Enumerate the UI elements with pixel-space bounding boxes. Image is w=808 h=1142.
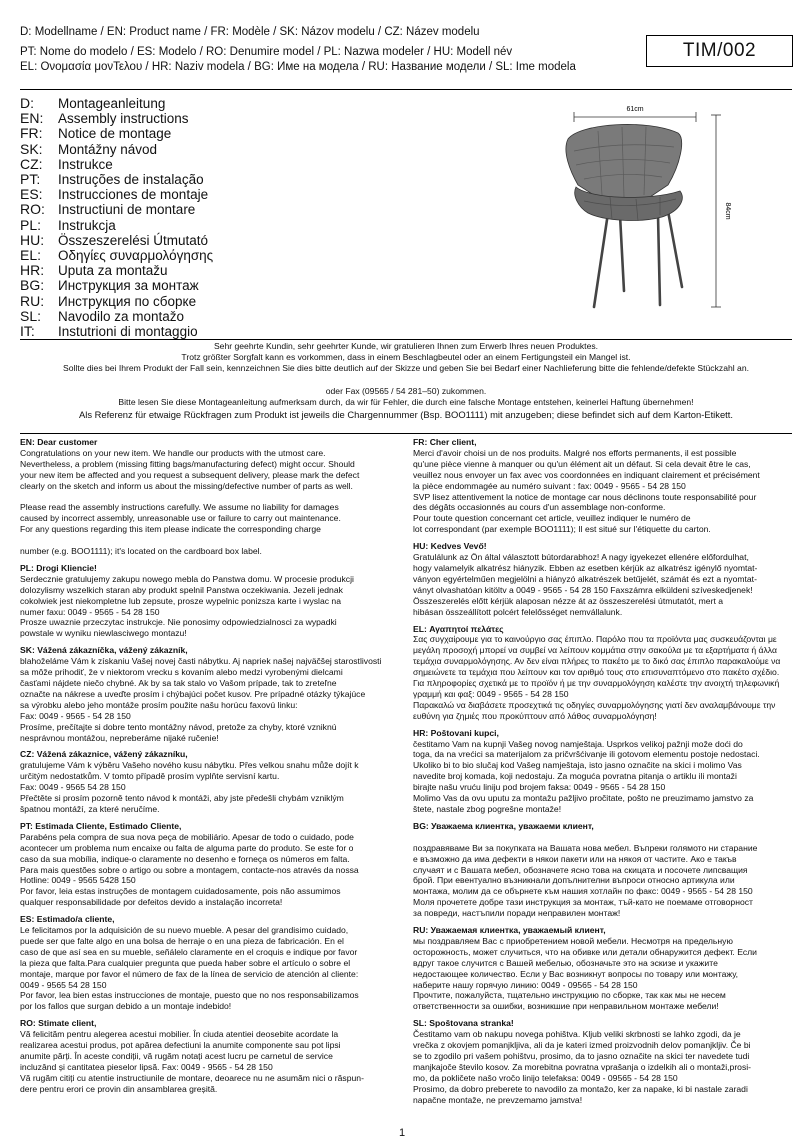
language-row — [20, 202, 320, 217]
section-text-line: Σας συγχαίρουμε για το καινούργιο σας έπιπλο. Παρόλο που τα προϊόντα μας συσκευάζονται με — [413, 634, 777, 645]
section-text-line: осторожность, может случиться, что на обивке или детали обнаружится дефект. Если — [413, 946, 757, 957]
intro-line: Als Referenz für etwaige Rückfragen zum Produkt ist jeweils die Chargennummer (Bsp. BOO1111) mit anzugeben; diese befindet sich auf dem Karton-Etikett. — [79, 409, 733, 421]
section-heading: PT: Estimada Cliente, Estimado Cliente, — [20, 820, 182, 831]
language-code: D: — [20, 95, 34, 112]
section-heading: PL: Drogi Kliencie! — [20, 562, 97, 573]
page-number: 1 — [399, 1127, 406, 1139]
language-code: ES: — [20, 186, 43, 203]
language-row — [20, 218, 320, 233]
language-title: Montážny návod — [58, 141, 158, 157]
section-text-line: Congratulations on your new item. We handle our products with the utmost care. — [20, 447, 326, 458]
section-text-line: σημειώνετε τα τεμάχια που λείπουν και τον αριθμό τους στο επισυναπτόμενο στο πακέτο σχέδιο. — [413, 667, 780, 678]
section-text-line: γραμμή και φαξ: 0049 - 9565 - 54 28 150 — [413, 688, 569, 699]
language-code: SL: — [20, 307, 42, 324]
language-list — [20, 96, 320, 339]
section-text-line: vrečka z okovjem pomanjkljiva, ali da je kateri izmed proizvodnih delov pomanjkljiv. Če bi — [413, 1040, 751, 1051]
intro-line — [20, 375, 792, 386]
language-code: CZ: — [20, 155, 43, 172]
section-text-line — [413, 832, 793, 843]
section-text-line: caused by incorrect assembly, unreasonable use or failure to carry out maintenance. — [20, 513, 341, 524]
section-text-line: брой. При евентуално възникнали допълнителни въпроси относно артикула или — [413, 875, 735, 886]
language-row — [20, 248, 320, 263]
section-heading: CZ: Vážená zákaznice, vážený zákazníku, — [20, 749, 188, 760]
section-text-line: за повреди, настъпили поради неправилен монтаж! — [413, 908, 621, 919]
section-text-line: ványt olvashatóan kitöltv a 0049 - 9565 - 54 28 150 Faxszámra elküldeni szíveskedjenek! — [413, 584, 753, 595]
language-row — [20, 111, 320, 126]
language-code: HR: — [20, 262, 45, 279]
section-text-line: Přečtěte si prosím pozorně tento návod k montáži, aby jste předešli chybám vzniklým — [20, 793, 344, 804]
language-title: Инструкция за монтаж — [58, 278, 199, 294]
language-title: Instrukce — [58, 156, 113, 172]
section-text-line: la pièce endommagée au numéro suivant : fax: 0049 - 9565 - 54 28 150 — [413, 480, 686, 491]
language-section — [20, 437, 396, 557]
language-section — [413, 437, 793, 535]
section-text-line: Merci d'avoir choisi un de nos produits. Malgré nos efforts permanents, il est possible — [413, 447, 737, 458]
section-text-line: sa môže prihodiť, že v niektorom vrecku s kovaním alebo medzi vyrobenými dielcami — [20, 667, 343, 678]
section-text-line: označte na nákrese a uveďte prosím i chýbajúci počet kusov. Pre prípadné otázky týkajúce — [20, 688, 366, 699]
section-heading: BG: Уважаема клиентка, уважаеми клиент, — [413, 820, 594, 831]
section-text-line: number (e.g. BOO1111); it's located on the cardboard box label. — [20, 546, 262, 557]
section-text-line: Pour toute question concernant cet article, veuillez indiquer le numéro de — [413, 513, 691, 524]
model-number-box — [646, 35, 793, 67]
language-code: PL: — [20, 216, 42, 233]
section-text-line: gratulujeme Vám k výběru Vašeho nového kusu nábytku. Přes velkou snahu může dojít k — [20, 760, 359, 771]
section-text-line: caso de que así sea en su mueble, señálelo claramente en el croquis e indique por favor — [20, 946, 358, 957]
language-title: Instrukcja — [58, 217, 116, 233]
section-text-line: lot correspondant (par exemple BOO1111); Il est situé sur l'étiquette du carton. — [413, 524, 711, 535]
section-text-line: Fax: 0049 - 9565 - 54 28 150 — [20, 710, 131, 721]
intro-divider — [20, 339, 792, 340]
section-text-line: puede ser que falte algo en una bolsa de herraje o en una pieza de fabricación. En el — [20, 935, 344, 946]
language-code: HU: — [20, 231, 45, 248]
section-text-line: Por favor, lea bien estas instrucciones de montaje, puesto que no nos responsabilizamos — [20, 990, 359, 1001]
section-text-line: 0049 - 9565 54 28 150 — [20, 979, 107, 990]
intro-block — [20, 341, 792, 420]
intro-line: Sehr geehrte Kundin, sehr geehrter Kunde, wir gratulieren Ihnen zum Erwerb Ihres neuen Produktes. — [213, 341, 599, 351]
section-heading: SL: Spoštovana stranka! — [413, 1018, 514, 1029]
section-text-line: sa výrobku alebo jeho montáže prosím použite našu horúcu faxovú linku: — [20, 699, 298, 710]
section-text-line: Por favor, leia estas instruções de montagem cuidadosamente, pois não assumimos — [20, 886, 341, 897]
section-text-line: anumite părți. În aceste condiții, vă rugăm notați acest lucru pe carnetul de service — [20, 1051, 333, 1061]
language-section — [20, 563, 396, 639]
section-text-line: qualquer responsabilidade por defeitos devido a instalação incorreta! — [20, 897, 283, 908]
section-text-line: por los fallos que surgan debido a un montaje indebido! — [20, 1001, 232, 1012]
header-divider — [20, 89, 792, 90]
language-code: EL: — [20, 246, 42, 263]
section-text-line: powstale w wyniku niewlasciwego montazu! — [20, 628, 187, 639]
section-text-line: случаят и с Вашата мебел, обозначете ясно това на скицата и посочете липсващия — [413, 864, 748, 875]
section-text-line: špatnou montáží, za které neručíme. — [20, 803, 160, 814]
section-text-line: монтажа, молим да се обърнете към нашия хотлайн по факс: 0049 - 9565 - 54 28 150 — [413, 886, 753, 897]
left-column — [20, 437, 396, 1101]
section-text-line: se to zgodilo pri vašem pohištvu, prosimo, da to jasno označite na skici ter navedete tudi — [413, 1051, 750, 1062]
language-code: IT: — [20, 322, 35, 339]
language-section — [413, 925, 793, 1012]
section-text-line: clearly on the sketch and inform us about the missing/defective number of parts as well. — [20, 480, 353, 491]
section-text-line — [20, 535, 396, 546]
language-code: EN: — [20, 110, 44, 127]
section-text-line: Parabéns pela compra de sua nova peça de mobiliário. Apesar de todo o cuidado, pode — [20, 831, 354, 842]
language-row — [20, 309, 320, 324]
language-row — [20, 293, 320, 308]
section-text-line: veuillez nous envoyer un fax avec vos coordonnées en indiquant clairement et précisément — [413, 469, 760, 480]
language-section — [20, 914, 396, 1012]
section-heading: HR: Poštovani kupci, — [413, 727, 499, 738]
language-title: Montageanleitung — [58, 96, 166, 112]
language-section — [20, 1018, 396, 1094]
section-text-line: časťami nájdete niečo chybné. Ak by sa tak stalo vo Vašom prípade, tak to zreteľne — [20, 678, 337, 688]
language-section — [20, 645, 396, 743]
language-code: BG: — [20, 277, 45, 294]
section-text-line: hibásan összeállított polcért felelősséget nemvállalunk. — [413, 606, 623, 617]
header-line-1: D: Modellname / EN: Product name / FR: Modèle / SK: Názov modelu / CZ: Název modelu — [20, 26, 480, 38]
section-text-line: Prosíme, prečítajte si dobre tento montážny návod, pretože za chyby, ktoré vzniknú — [20, 721, 337, 732]
section-text-line: your new item be affected and you request a subsequent delivery, please mark the defect — [20, 469, 360, 480]
intro-line: Trotz größter Sorgfalt kann es vorkommen, dass in einem Beschlagbeutel oder an einem Fertigungsteil ein Mangel ist. — [181, 352, 631, 363]
section-text-line: Prosimo, da dobro preberete to navodilo za montažo, ker za napake, ki bi nastale zaradi — [413, 1083, 748, 1094]
section-text-line: realizarea acestui produs, pot apărea defectiuni la anumite componente sau pot lipsi — [20, 1040, 341, 1051]
intro-line: oder Fax (09565 / 54 281–50) zukommen. — [325, 385, 487, 396]
language-code: RO: — [20, 201, 45, 218]
language-title: Navodilo za montažo — [58, 308, 185, 324]
section-text-line: ευθύνη για ζημιές που προκύπτουν από λάθος συναρμολόγηση! — [413, 710, 657, 721]
body-divider — [20, 433, 792, 434]
intro-line: Sollte dies bei Ihrem Produkt der Fall sein, kennzeichnen Sie dies bitte deutlich auf der Skizze und geben Sie bei Bedarf einer Nachlieferung bitte die fehlende/defekte Stückzahl an. — [62, 363, 749, 374]
section-heading: ES: Estimado/a cliente, — [20, 914, 115, 925]
section-text-line: acontecer um problema num encaixe ou falta de alguma parte do produto. Se este for o — [20, 842, 354, 853]
section-text-line: navedite broj komada, koji nedostaju. Za moguća povratna pitanja o artiklu ili montaži — [413, 771, 737, 782]
right-column — [413, 437, 793, 1112]
section-heading: HU: Kedves Vevő! — [413, 541, 487, 552]
section-text-line: toga, da na vrećici sa materijalom za pričvršćivanje ili gotovom elementu postoje nedostaci. — [413, 749, 760, 760]
section-text-line: la pieza que falta.Para cualquier pregunta que pueda haber sobre el artículo o sobre el — [20, 957, 351, 968]
section-text-line: Para mais questões sobre o artigo ou sobre a montagem, contacte-nos através da nossa — [20, 864, 359, 875]
section-text-line: Összeszerelés előtt kérjük alaposan nézze át az összeszerelési útmutatót, mert a — [413, 595, 723, 606]
section-text-line: ványon egyértelműen megjelölni a hiányzó alkatrészek betűjelét, számát és ezt a nyomtat- — [413, 573, 757, 584]
section-text-line: наберите нашу горячую линию: 0049 - 09565 - 54 28 150 — [413, 979, 638, 990]
language-row — [20, 233, 320, 248]
section-text-line: mo, da pokličete našo vročo linijo telefaksa: 0049 - 09565 - 54 28 150 — [413, 1072, 678, 1083]
section-text-line — [20, 492, 396, 503]
section-text-line: birajte našu vruću liniju pod brojem faksa: 0049 - 9565 - 54 28 150 — [413, 782, 666, 793]
section-text-line: qu'une pièce vienne à manquer ou qu'un élément ait un défaut. Si cela devait être le cas, — [413, 458, 751, 469]
language-section — [413, 821, 793, 919]
section-text-line: dolozylismy wszelkich staran aby produkt spelnil Panstwa oczekiwania. Jezeli jednak — [20, 584, 343, 595]
language-row — [20, 187, 320, 202]
intro-line: Bitte lesen Sie diese Montageanleitung aufmerksam durch, da wir für Fehler, die durch eine falsche Montage entstehen, keinerlei Haftung übernehmen! — [118, 396, 694, 407]
section-text-line: поздравяваме Ви за покупката на Вашата нова мебел. Въпреки голямото ни старание — [413, 842, 758, 853]
section-text-line: napačne montaže, ne prevzemamo jamstva! — [413, 1094, 583, 1105]
section-text-line: určitým nedostatkům. V tomto případě prosím vyplňte servisní kartu. — [20, 771, 280, 782]
section-text-line: Παρακαλώ να διαβάσετε προσεχτικά τις οδηγίες συναρμολόγησης γιατί δεν αναλαμβάνουμε την — [413, 699, 776, 710]
section-text-line: SVP lisez attentivement la notice de montage car nous déclinons toute responsabilité pour — [413, 491, 757, 502]
section-text-line: Please read the assembly instructions carefully. We assume no liability for damages — [20, 502, 339, 513]
section-text-line: Vă felicităm pentru alegerea acestui mobilier. În ciuda atentiei deosebite acordate la — [20, 1029, 339, 1040]
language-row — [20, 172, 320, 187]
section-text-line: Για πληροφορίες σχετικά με το προϊόν ή με την συναρμολόγηση καλέστε την ανοιχτή τηλεφωνική — [413, 678, 780, 689]
section-text-line: ответственности за ошибки, возникшие при неправильном монтаже мебели! — [413, 1001, 719, 1012]
section-text-line: dere pentru erori ce provin din ansamblarea greșită. — [20, 1083, 218, 1094]
language-code: FR: — [20, 125, 43, 142]
language-section — [20, 749, 396, 814]
language-title: Uputa za montažu — [58, 263, 168, 279]
section-text-line: Моля прочетете добре тази инструкция за монтаж, тъй-като не поемаме отговорност — [413, 897, 753, 908]
section-text-line: вдруг такое случится с Вашей мебелью, обозначьте это на эскизе и укажите — [413, 957, 718, 968]
section-text-line: nesprávnou montážou, nepreberáme nijaké ručenie! — [20, 732, 219, 743]
section-text-line: caso da sua mobília, indique-o claramente no desenho e forneça os números em falta. — [20, 853, 350, 864]
language-title: Instructiuni de montare — [58, 202, 196, 218]
language-title: Assembly instructions — [58, 111, 189, 127]
language-code: PT: — [20, 171, 41, 188]
language-row — [20, 263, 320, 278]
language-section — [413, 624, 793, 722]
section-text-line: Čestitamo vam ob nakupu novega pohištva. Kljub veliki skrbnosti se lahko zgodi, da je — [413, 1029, 741, 1040]
section-text-line: Le felicitamos por la adquisición de su nuevo mueble. A pesar del grandisimo cuidado, — [20, 925, 349, 936]
section-text-line: μεγάλη προσοχή μπορεί να συμβεί να λείπουν κομμάτια στην σακούλα με τα εξαρτήματα ή άλλα — [413, 645, 777, 656]
section-text-line: недостающее количество. Если у Вас возникнут вопросы по товару или монтажу, — [413, 968, 739, 979]
section-text-line: Прочтите, пожалуйста, тщательно инструкцию по сборке, так как мы не несем — [413, 990, 726, 1001]
section-text-line: Gratulálunk az Ön által választott bútordarabhoz! A nagy igyekezet ellenére előfordulhat, — [413, 552, 749, 563]
section-heading: EN: Dear customer — [20, 437, 98, 447]
section-heading: RO: Stimate client, — [20, 1018, 97, 1029]
language-code: RU: — [20, 292, 45, 309]
section-text-line: des dégâts occasionnés au cours d'un assemblage non-conforme. — [413, 502, 666, 513]
section-heading: SK: Vážená zákazníčka, vážený zákazník, — [20, 645, 188, 656]
section-text-line: For any questions regarding this item please indicate the corresponding charge — [20, 524, 321, 535]
section-heading: EL: Αγαπητοί πελάτες — [413, 623, 504, 634]
section-heading: FR: Cher client, — [413, 437, 477, 447]
section-text-line: manjkajoče število kosov. Za morebitna povratna vprašanja o izdelkih ali o montaži,prosi- — [413, 1061, 752, 1072]
section-text-line: numer faxu: 0049 - 9565 - 54 28 150 — [20, 606, 160, 617]
section-text-line: čestitamo Vam na kupnji Vašeg novog namještaja. Usprkos velikoj pažnji može doći do — [413, 738, 743, 749]
section-text-line: Molimo Vas da ovu uputu za montažu pažljivo pročitate, pošto ne preuzimamo jamstvo za — [413, 793, 754, 804]
width-label: 61cm — [626, 106, 644, 113]
section-text-line: Nevertheless, a problem (missing fitting bags/manufacturing defect) might occur. Should — [20, 458, 355, 469]
section-text-line: е възможно да има дефекти в някои пакети или на някоя от частите. Ако е такъв — [413, 853, 737, 864]
section-text-line: montaje, marque por favor el número de fax de la línea de servicio de atención al cliente: — [20, 968, 359, 979]
language-title: Instutrioni di montaggio — [58, 323, 198, 339]
header-line-2: PT: Nome do modelo / ES: Modelo / RO: Denumire model / PL: Nazwa modeler / HU: Modell név — [20, 46, 513, 58]
language-code: SK: — [20, 140, 43, 157]
language-row — [20, 324, 320, 339]
section-text-line: štete, nastale zbog pogrešne montaže! — [413, 804, 562, 814]
language-title: Instruções de instalação — [58, 172, 204, 188]
section-text-line: Vă rugăm citiți cu atentie instructiunile de montare, deoarece nu ne asumăm nici o răspun- — [20, 1072, 364, 1083]
language-title: Instrucciones de montaje — [58, 187, 209, 203]
language-row — [20, 278, 320, 293]
language-row — [20, 142, 320, 157]
section-text-line: Ukoliko bi to bio slučaj kod Vašeg namještaja, isto jasno označite na skici i molimo Vas — [413, 760, 742, 771]
language-title: Notice de montage — [58, 126, 172, 142]
language-section — [413, 728, 793, 815]
section-text-line: Serdecznie gratulujemy zakupu nowego mebla do Panstwa domu. W procesie produkcji — [20, 573, 354, 584]
language-title: Οδηγίες συναρμολόγησης — [58, 247, 214, 263]
language-title: Инструкция по сборке — [58, 293, 197, 309]
model-number: TIM/002 — [682, 40, 757, 61]
language-row — [20, 96, 320, 111]
language-row — [20, 157, 320, 172]
language-section — [20, 821, 396, 908]
chair-legs — [594, 211, 682, 307]
header-line-3: EL: Ονομασία μονΤελου / HR: Naziv modela / BG: Име на модела / RU: Название модели / SL: Ime modela — [20, 61, 576, 73]
section-text-line: blahoželáme Vám k získaniu Vašej novej časti nábytku. Aj napriek našej najväčšej starostlivosti — [20, 656, 382, 667]
section-text-line: τεμάχια συναρμολόγησης. Αν δεν είναι πλήρες το πακέτο με το δικό σας έπιπλο παρακαλούμε να — [413, 656, 781, 667]
section-text-line: hogy valamelyik alkatrész hiányzik. Ebben az esetben kérjük az alkatrész igénylő nyomtat- — [413, 562, 758, 573]
section-text-line: Hotline: 0049 - 9565 5428 150 — [20, 875, 136, 886]
section-text-line: Prosze uwaznie przeczytac instrukcje. Nie ponosimy odpowiedzialnosci za wypadki — [20, 617, 337, 628]
language-section — [413, 541, 793, 617]
section-text-line: cokolwiek jest niekompletne lub zepsute, prosze wypelnic ponizsza karte i wyslac na — [20, 595, 341, 606]
section-text-line: incluzând și cantitatea pieselor lipsă. Fax: 0049 - 9565 - 54 28 150 — [20, 1061, 273, 1072]
section-text-line: Fax: 0049 - 9565 54 28 150 — [20, 782, 126, 793]
section-heading: RU: Уважаемая клиентка, уважаемый клиент, — [413, 925, 606, 936]
language-row — [20, 126, 320, 141]
chair-drawing — [540, 95, 740, 335]
section-text-line: мы поздравляем Вас с приобретением новой мебели. Несмотря на предельную — [413, 935, 733, 946]
language-section — [413, 1018, 793, 1105]
height-label: 84cm — [724, 202, 731, 220]
language-title: Összeszerelési Útmutató — [58, 232, 209, 248]
